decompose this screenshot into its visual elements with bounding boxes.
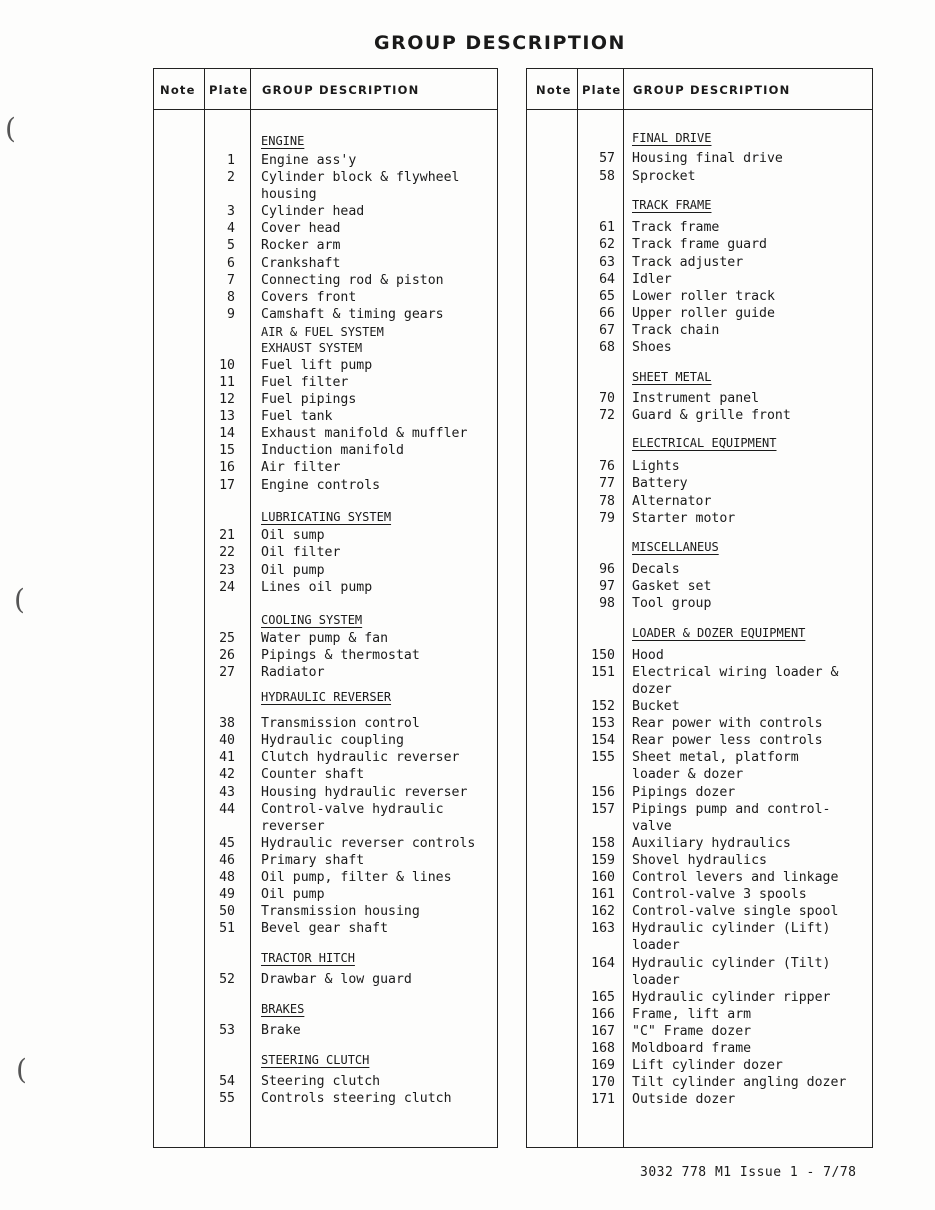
plate-number: 78	[599, 494, 615, 509]
plate-number: 152	[591, 699, 615, 714]
group-description-item: Lower roller track	[632, 289, 775, 304]
plate-number: 160	[591, 870, 615, 885]
note-header: Note	[160, 83, 196, 97]
plate-number: 52	[219, 972, 235, 987]
page-title: GROUP DESCRIPTION	[374, 32, 626, 54]
plate-number: 22	[219, 545, 235, 560]
plate-number: 4	[227, 221, 235, 236]
group-description-item: Electrical wiring loader &	[632, 665, 839, 680]
plate-number: 66	[599, 306, 615, 321]
group-description-header: GROUP DESCRIPTION	[633, 83, 791, 97]
group-description-item: Hydraulic cylinder ripper	[632, 990, 831, 1005]
plate-number: 54	[219, 1074, 235, 1089]
group-description-item: Frame, lift arm	[632, 1007, 752, 1022]
plate-number: 26	[219, 648, 235, 663]
plate-number: 41	[219, 750, 235, 765]
group-description-item: loader & dozer	[632, 767, 744, 782]
plate-number: 24	[219, 580, 235, 595]
group-description-item: Transmission housing	[261, 904, 420, 919]
plate-number: 151	[591, 665, 615, 680]
group-description-item: dozer	[632, 682, 672, 697]
group-description-item: Primary shaft	[261, 853, 365, 868]
plate-number: 166	[591, 1007, 615, 1022]
group-description-item: Pipings & thermostat	[261, 648, 420, 663]
plate-number: 43	[219, 785, 235, 800]
group-description-item: Lights	[632, 459, 680, 474]
group-description-item: Sprocket	[632, 169, 696, 184]
group-description-item: Brake	[261, 1023, 301, 1038]
group-description-item: Radiator	[261, 665, 325, 680]
plate-number: 76	[599, 459, 615, 474]
group-description-item: Engine ass'y	[261, 153, 357, 168]
plate-number: 25	[219, 631, 235, 646]
plate-number: 70	[599, 391, 615, 406]
group-description-item: Guard & grille front	[632, 408, 791, 423]
section-heading: FINAL DRIVE	[632, 131, 712, 145]
group-description-item: Hydraulic cylinder (Tilt)	[632, 956, 831, 971]
plate-number: 46	[219, 853, 235, 868]
section-heading: TRACK FRAME	[632, 198, 712, 212]
group-description-item: Track adjuster	[632, 255, 744, 270]
group-description-item: Sheet metal, platform	[632, 750, 799, 765]
punch-hole-mark: (	[5, 112, 16, 145]
plate-number: 169	[591, 1058, 615, 1073]
plate-number: 27	[219, 665, 235, 680]
section-heading: LUBRICATING SYSTEM	[261, 510, 392, 524]
plate-number: 153	[591, 716, 615, 731]
plate-number: 97	[599, 579, 615, 594]
plate-number: 49	[219, 887, 235, 902]
plate-number: 162	[591, 904, 615, 919]
plate-number: 165	[591, 990, 615, 1005]
group-description-item: Oil pump, filter & lines	[261, 870, 452, 885]
plate-header: Plate	[582, 83, 622, 97]
plate-number: 157	[591, 802, 615, 817]
plate-number: 96	[599, 562, 615, 577]
group-description-item: Control-valve single spool	[632, 904, 839, 919]
group-description-item: Cover head	[261, 221, 341, 236]
plate-number: 6	[227, 256, 235, 271]
group-description-item: Exhaust manifold & muffler	[261, 426, 468, 441]
group-description-item: Hydraulic cylinder (Lift)	[632, 921, 831, 936]
group-description-item: loader	[632, 938, 680, 953]
group-description-item: Housing final drive	[632, 151, 783, 166]
group-description-item: Control-valve hydraulic	[261, 802, 444, 817]
punch-hole-mark: (	[16, 1053, 27, 1086]
section-heading: STEERING CLUTCH	[261, 1053, 370, 1067]
plate-number: 167	[591, 1024, 615, 1039]
punch-hole-mark: (	[14, 583, 25, 616]
group-description-item: Idler	[632, 272, 672, 287]
group-description-item: Tool group	[632, 596, 712, 611]
group-description-item: Auxiliary hydraulics	[632, 836, 791, 851]
section-heading: TRACTOR HITCH	[261, 951, 355, 965]
group-description-item: Drawbar & low guard	[261, 972, 412, 987]
plate-number: 14	[219, 426, 235, 441]
group-description-item: Rear power less controls	[632, 733, 823, 748]
section-heading: AIR & FUEL SYSTEM	[261, 325, 384, 339]
group-description-item: Lines oil pump	[261, 580, 373, 595]
plate-number: 12	[219, 392, 235, 407]
plate-number: 40	[219, 733, 235, 748]
group-description-item: Shoes	[632, 340, 672, 355]
group-description-item: Bevel gear shaft	[261, 921, 389, 936]
group-description-item: Decals	[632, 562, 680, 577]
plate-number: 159	[591, 853, 615, 868]
plate-number: 55	[219, 1091, 235, 1106]
section-heading: ELECTRICAL EQUIPMENT	[632, 436, 777, 450]
plate-number: 155	[591, 750, 615, 765]
plate-number: 67	[599, 323, 615, 338]
group-description-item: Controls steering clutch	[261, 1091, 452, 1106]
plate-number: 38	[219, 716, 235, 731]
plate-number: 68	[599, 340, 615, 355]
group-description-item: Oil pump	[261, 563, 325, 578]
plate-number: 154	[591, 733, 615, 748]
group-description-item: Oil pump	[261, 887, 325, 902]
plate-number: 7	[227, 273, 235, 288]
plate-number: 65	[599, 289, 615, 304]
plate-number: 8	[227, 290, 235, 305]
group-description-item: Cylinder block & flywheel	[261, 170, 460, 185]
group-description-item: Instrument panel	[632, 391, 760, 406]
group-description-item: Rear power with controls	[632, 716, 823, 731]
group-description-item: Hydraulic coupling	[261, 733, 404, 748]
group-description-header: GROUP DESCRIPTION	[262, 83, 420, 97]
group-description-item: Fuel filter	[261, 375, 349, 390]
plate-number: 42	[219, 767, 235, 782]
group-description-item: Gasket set	[632, 579, 712, 594]
plate-number: 163	[591, 921, 615, 936]
group-description-item: Alternator	[632, 494, 712, 509]
group-description-item: Moldboard frame	[632, 1041, 752, 1056]
group-description-item: Track frame	[632, 220, 720, 235]
group-description-item: Battery	[632, 476, 688, 491]
plate-number: 15	[219, 443, 235, 458]
group-description-item: Steering clutch	[261, 1074, 381, 1089]
section-heading: COOLING SYSTEM	[261, 613, 363, 627]
plate-number: 48	[219, 870, 235, 885]
plate-number: 3	[227, 204, 235, 219]
document-footer: 3032 778 M1 Issue 1 - 7/78	[640, 1165, 857, 1180]
plate-number: 57	[599, 151, 615, 166]
group-description-item: Air filter	[261, 460, 341, 475]
plate-number: 9	[227, 307, 235, 322]
group-description-item: Track chain	[632, 323, 720, 338]
group-description-item: Pipings dozer	[632, 785, 736, 800]
plate-number: 58	[599, 169, 615, 184]
plate-number: 161	[591, 887, 615, 902]
plate-number: 11	[219, 375, 235, 390]
section-heading: EXHAUST SYSTEM	[261, 341, 363, 355]
plate-number: 170	[591, 1075, 615, 1090]
plate-number: 61	[599, 220, 615, 235]
plate-number: 17	[219, 478, 235, 493]
group-description-item: Connecting rod & piston	[261, 273, 444, 288]
section-heading: HYDRAULIC REVERSER	[261, 690, 392, 704]
group-description-item: Track frame guard	[632, 237, 767, 252]
group-description-item: loader	[632, 973, 680, 988]
group-description-item: Control-valve 3 spools	[632, 887, 807, 902]
plate-number: 98	[599, 596, 615, 611]
plate-number: 16	[219, 460, 235, 475]
plate-number: 50	[219, 904, 235, 919]
plate-number: 77	[599, 476, 615, 491]
group-description-item: Shovel hydraulics	[632, 853, 767, 868]
group-description-item: Outside dozer	[632, 1092, 736, 1107]
group-description-item: Housing hydraulic reverser	[261, 785, 468, 800]
group-description-item: Pipings pump and control-	[632, 802, 831, 817]
plate-number: 158	[591, 836, 615, 851]
plate-number: 44	[219, 802, 235, 817]
plate-number: 64	[599, 272, 615, 287]
plate-number: 21	[219, 528, 235, 543]
plate-number: 13	[219, 409, 235, 424]
group-description-item: valve	[632, 819, 672, 834]
plate-number: 5	[227, 238, 235, 253]
group-description-item: Fuel pipings	[261, 392, 357, 407]
group-description-item: Clutch hydraulic reverser	[261, 750, 460, 765]
plate-number: 150	[591, 648, 615, 663]
note-header: Note	[536, 83, 572, 97]
group-description-item: Counter shaft	[261, 767, 365, 782]
group-description-item: Engine controls	[261, 478, 381, 493]
group-description-item: "C" Frame dozer	[632, 1024, 752, 1039]
group-description-item: Hood	[632, 648, 664, 663]
group-description-item: housing	[261, 187, 317, 202]
group-description-item: Camshaft & timing gears	[261, 307, 444, 322]
group-description-item: Induction manifold	[261, 443, 404, 458]
plate-number: 168	[591, 1041, 615, 1056]
section-heading: BRAKES	[261, 1002, 305, 1016]
section-heading: MISCELLANEUS	[632, 540, 719, 554]
group-description-item: Crankshaft	[261, 256, 341, 271]
plate-number: 156	[591, 785, 615, 800]
plate-number: 63	[599, 255, 615, 270]
group-description-item: Water pump & fan	[261, 631, 389, 646]
group-description-item: Fuel lift pump	[261, 358, 373, 373]
plate-number: 79	[599, 511, 615, 526]
group-description-item: Bucket	[632, 699, 680, 714]
group-description-item: Covers front	[261, 290, 357, 305]
plate-header: Plate	[209, 83, 249, 97]
plate-number: 1	[227, 153, 235, 168]
plate-number: 62	[599, 237, 615, 252]
group-description-item: Tilt cylinder angling dozer	[632, 1075, 847, 1090]
plate-number: 10	[219, 358, 235, 373]
plate-number: 53	[219, 1023, 235, 1038]
plate-number: 51	[219, 921, 235, 936]
group-description-item: reverser	[261, 819, 325, 834]
plate-number: 23	[219, 563, 235, 578]
plate-number: 72	[599, 408, 615, 423]
plate-number: 2	[227, 170, 235, 185]
section-heading: ENGINE	[261, 134, 305, 148]
group-description-item: Rocker arm	[261, 238, 341, 253]
group-description-item: Transmission control	[261, 716, 420, 731]
group-description-item: Oil filter	[261, 545, 341, 560]
group-description-item: Starter motor	[632, 511, 736, 526]
section-heading: LOADER & DOZER EQUIPMENT	[632, 626, 806, 640]
group-description-item: Cylinder head	[261, 204, 365, 219]
group-description-item: Control levers and linkage	[632, 870, 839, 885]
section-heading: SHEET METAL	[632, 370, 712, 384]
plate-number: 45	[219, 836, 235, 851]
group-description-item: Upper roller guide	[632, 306, 775, 321]
plate-number: 164	[591, 956, 615, 971]
group-description-item: Fuel tank	[261, 409, 333, 424]
group-description-item: Hydraulic reverser controls	[261, 836, 476, 851]
group-description-item: Lift cylinder dozer	[632, 1058, 783, 1073]
plate-number: 171	[591, 1092, 615, 1107]
group-description-item: Oil sump	[261, 528, 325, 543]
